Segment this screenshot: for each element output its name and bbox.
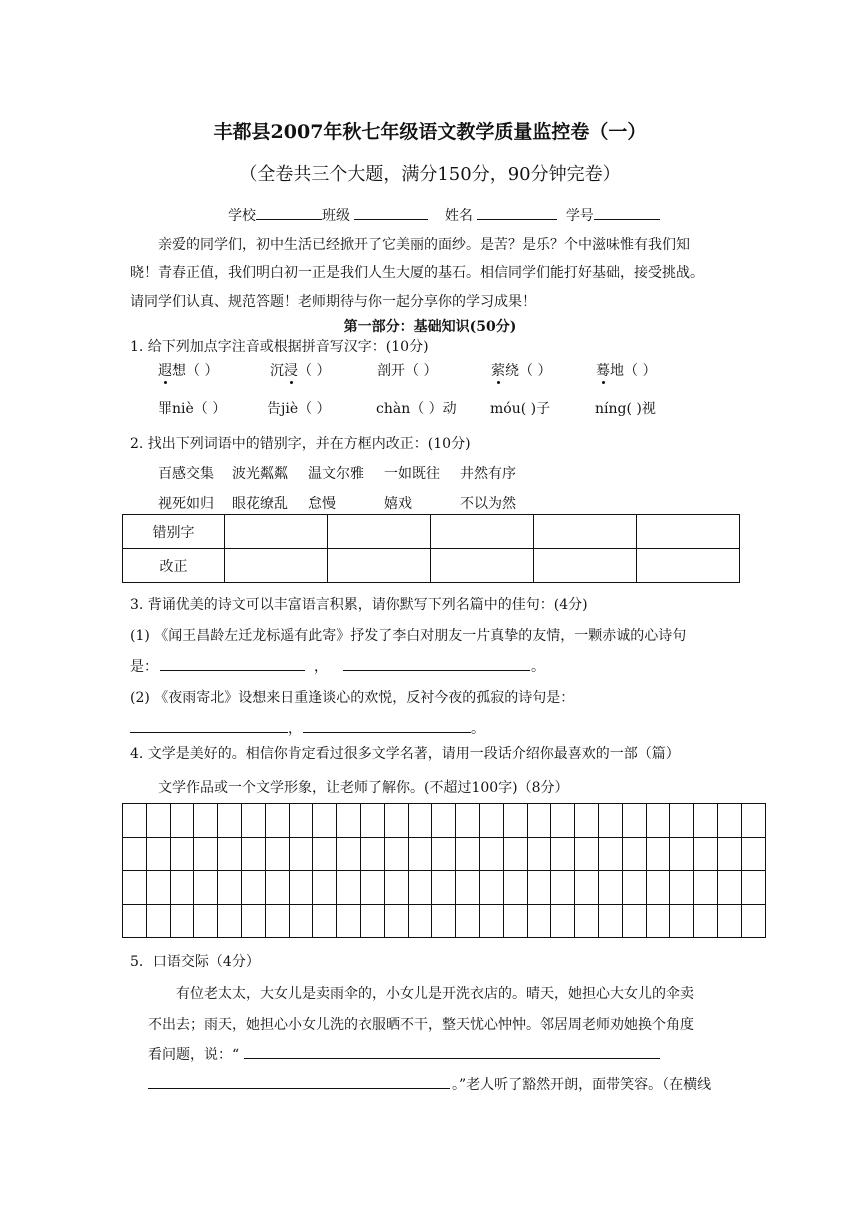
grid-cell[interactable] [313, 837, 337, 871]
grid-cell[interactable] [479, 804, 503, 838]
q2-word: 温文尔雅 [308, 466, 364, 482]
comma: ， [288, 721, 302, 737]
table-label: 改正 [123, 549, 225, 583]
grid-cell[interactable] [360, 871, 384, 905]
period: 。 [531, 659, 545, 675]
table-row [123, 549, 740, 583]
grid-cell[interactable] [646, 904, 670, 938]
grid-cell[interactable] [265, 804, 289, 838]
grid-cell[interactable] [218, 804, 242, 838]
grid-cell[interactable] [289, 837, 313, 871]
grid-cell[interactable] [527, 904, 551, 938]
answer-line[interactable] [343, 670, 530, 671]
q1-item-3: 剖开（ ） [377, 363, 438, 379]
grid-cell[interactable] [123, 904, 147, 938]
grid-cell[interactable] [384, 871, 408, 905]
intro-line-2: 晓！青春正值，我们明白初一正是我们人生大厦的基石。相信同学们能打好基础，接受挑战。 [130, 265, 704, 281]
grid-cell[interactable] [456, 871, 480, 905]
table-label: 错别字 [123, 515, 225, 549]
grid-cell[interactable] [432, 904, 456, 938]
number-field[interactable] [594, 205, 660, 220]
grid-cell[interactable] [622, 904, 646, 938]
q1-prompt: 1. 给下列加点字注音或根据拼音写汉字：(10分) [130, 339, 429, 355]
grid-row [123, 904, 766, 938]
name-label: 姓名 [444, 208, 473, 224]
grid-cell[interactable] [741, 871, 765, 905]
grid-cell[interactable] [408, 871, 432, 905]
grid-cell[interactable] [622, 871, 646, 905]
grid-cell[interactable] [123, 837, 147, 871]
answer-line[interactable] [130, 732, 288, 733]
grid-cell[interactable] [146, 871, 170, 905]
grid-cell[interactable] [598, 871, 622, 905]
q2-word: 怠慢 [308, 496, 336, 512]
q1-pinyin-2: 告jiè（ ） [267, 401, 331, 417]
grid-cell[interactable] [265, 904, 289, 938]
grid-cell[interactable] [170, 904, 194, 938]
grid-cell[interactable] [170, 871, 194, 905]
q1-item-4: 萦绕（ ） [491, 363, 552, 379]
grid-cell[interactable] [289, 804, 313, 838]
grid-cell[interactable] [622, 804, 646, 838]
grid-cell[interactable] [194, 837, 218, 871]
q1-pinyin-1: 罪niè（ ） [158, 401, 227, 417]
grid-cell[interactable] [123, 871, 147, 905]
q3-prompt: 3. 背诵优美的诗文可以丰富语言积累，请你默写下列名篇中的佳句：(4分) [130, 597, 588, 613]
page-title: 丰都县2007年秋七年级语文教学质量监控卷（一） [213, 121, 647, 143]
grid-cell[interactable] [503, 871, 527, 905]
name-field[interactable] [477, 205, 557, 220]
q5-para-line-2: 不出去；雨天，她担心小女儿洗的衣服晒不干，整天忧心忡忡。邻居周老师劝她换个角度 [148, 1017, 694, 1033]
grid-cell[interactable] [123, 804, 147, 838]
grid-cell[interactable] [337, 837, 361, 871]
grid-cell[interactable] [503, 804, 527, 838]
grid-cell[interactable] [575, 871, 599, 905]
school-field[interactable] [256, 205, 322, 220]
grid-cell[interactable] [337, 871, 361, 905]
grid-cell[interactable] [289, 871, 313, 905]
answer-cell[interactable] [328, 515, 431, 549]
grid-cell[interactable] [289, 904, 313, 938]
grid-cell[interactable] [265, 871, 289, 905]
grid-cell[interactable] [527, 804, 551, 838]
grid-cell[interactable] [479, 837, 503, 871]
grid-cell[interactable] [456, 904, 480, 938]
q1-pinyin-3: chàn（ ）动 [376, 401, 457, 417]
grid-cell[interactable] [241, 837, 265, 871]
answer-cell[interactable] [431, 549, 534, 583]
grid-cell[interactable] [503, 837, 527, 871]
answer-line[interactable] [148, 1088, 450, 1089]
correction-table [122, 514, 740, 583]
grid-cell[interactable] [717, 904, 741, 938]
q2-word: 井然有序 [460, 466, 516, 482]
grid-cell[interactable] [694, 837, 718, 871]
grid-cell[interactable] [598, 904, 622, 938]
grid-cell[interactable] [265, 837, 289, 871]
grid-cell[interactable] [694, 904, 718, 938]
grid-cell[interactable] [527, 871, 551, 905]
intro-line-3: 请同学们认真、规范答题！老师期待与你一起分享你的学习成果！ [130, 294, 536, 310]
answer-cell[interactable] [225, 549, 328, 583]
q2-word: 嬉戏 [384, 496, 412, 512]
answer-cell[interactable] [431, 515, 534, 549]
grid-cell[interactable] [622, 837, 646, 871]
grid-cell[interactable] [456, 804, 480, 838]
q2-word: 百感交集 [158, 466, 214, 482]
class-label: 班级 [322, 208, 350, 224]
grid-cell[interactable] [717, 871, 741, 905]
answer-cell[interactable] [328, 549, 431, 583]
grid-cell[interactable] [384, 904, 408, 938]
writing-grid[interactable] [122, 803, 766, 938]
grid-cell[interactable] [194, 904, 218, 938]
grid-cell[interactable] [241, 804, 265, 838]
grid-cell[interactable] [408, 804, 432, 838]
q1-pinyin-4: móu( )子 [490, 401, 551, 417]
grid-cell[interactable] [170, 804, 194, 838]
grid-cell[interactable] [432, 804, 456, 838]
q2-word: 不以为然 [460, 496, 516, 512]
grid-cell[interactable] [384, 837, 408, 871]
grid-cell[interactable] [146, 904, 170, 938]
grid-cell[interactable] [384, 804, 408, 838]
grid-cell[interactable] [146, 837, 170, 871]
grid-cell[interactable] [360, 904, 384, 938]
number-label: 学号 [565, 208, 594, 224]
answer-cell[interactable] [637, 515, 740, 549]
q2-word: 波光粼粼 [232, 466, 288, 482]
grid-cell[interactable] [218, 871, 242, 905]
answer-line[interactable] [303, 732, 471, 733]
grid-cell[interactable] [408, 904, 432, 938]
grid-cell[interactable] [670, 837, 694, 871]
grid-cell[interactable] [360, 804, 384, 838]
grid-cell[interactable] [694, 871, 718, 905]
answer-cell[interactable] [637, 549, 740, 583]
grid-cell[interactable] [337, 904, 361, 938]
grid-cell[interactable] [646, 804, 670, 838]
dotted-char: 浸 [284, 363, 298, 379]
grid-cell[interactable] [313, 804, 337, 838]
grid-cell[interactable] [241, 904, 265, 938]
q1-item-2: 沉浸（ ） [270, 363, 331, 379]
grid-cell[interactable] [146, 804, 170, 838]
grid-cell[interactable] [670, 804, 694, 838]
grid-cell[interactable] [598, 804, 622, 838]
grid-cell[interactable] [479, 871, 503, 905]
grid-cell[interactable] [479, 904, 503, 938]
grid-cell[interactable] [313, 871, 337, 905]
q5-para-line-1: 有位老太太，大女儿是卖雨伞的，小女儿是开洗衣店的。晴天，她担心大女儿的伞卖 [176, 986, 694, 1002]
grid-cell[interactable] [551, 804, 575, 838]
grid-cell[interactable] [218, 837, 242, 871]
grid-cell[interactable] [646, 837, 670, 871]
grid-cell[interactable] [741, 837, 765, 871]
q1-pinyin-5: níng( )视 [595, 401, 656, 417]
grid-cell[interactable] [503, 904, 527, 938]
q5-para-line-3: 看问题，说：“ [148, 1047, 240, 1063]
grid-cell[interactable] [218, 904, 242, 938]
grid-cell[interactable] [670, 871, 694, 905]
q3-answer-prefix: 是： [130, 659, 158, 675]
dotted-char: 遐 [158, 363, 172, 379]
answer-cell[interactable] [225, 515, 328, 549]
page-subtitle: （全卷共三个大题，满分150分，90分钟完卷） [239, 164, 621, 185]
grid-cell[interactable] [741, 904, 765, 938]
q3-item-1: (1) 《闻王昌龄左迁龙标遥有此寄》抒发了李白对朋友一片真挚的友情，一颗赤诚的心诗句 [130, 628, 687, 644]
intro-line-1: 亲爱的同学们，初中生活已经掀开了它美丽的面纱。是苦？是乐？个中滋味惟有我们知 [158, 237, 690, 253]
grid-cell[interactable] [170, 837, 194, 871]
grid-cell[interactable] [598, 837, 622, 871]
q3-item-2: (2) 《夜雨寄北》设想来日重逢谈心的欢悦，反衬今夜的孤寂的诗句是： [130, 690, 575, 706]
q4-prompt-cont: 文学作品或一个文学形象，让老师了解你。(不超过100字)（8分） [158, 780, 569, 796]
q1-item-5: 蓦地（ ） [596, 363, 657, 379]
answer-line[interactable] [244, 1058, 660, 1059]
grid-cell[interactable] [717, 804, 741, 838]
grid-cell[interactable] [313, 904, 337, 938]
grid-cell[interactable] [575, 804, 599, 838]
grid-cell[interactable] [432, 871, 456, 905]
grid-cell[interactable] [456, 837, 480, 871]
table-row [123, 515, 740, 549]
dotted-char: 蓦 [596, 363, 610, 379]
grid-cell[interactable] [551, 837, 575, 871]
dotted-char: 萦 [491, 363, 505, 379]
grid-cell[interactable] [194, 871, 218, 905]
grid-cell[interactable] [194, 804, 218, 838]
grid-row [123, 837, 766, 871]
grid-cell[interactable] [241, 871, 265, 905]
q2-word: 眼花缭乱 [232, 496, 288, 512]
grid-cell[interactable] [575, 837, 599, 871]
q5-prompt: 5．口语交际（4分） [130, 954, 260, 970]
grid-cell[interactable] [741, 804, 765, 838]
grid-row [123, 871, 766, 905]
grid-cell[interactable] [694, 804, 718, 838]
grid-cell[interactable] [717, 837, 741, 871]
class-field[interactable] [354, 205, 428, 220]
period: 。 [471, 721, 485, 737]
grid-cell[interactable] [646, 871, 670, 905]
grid-cell[interactable] [527, 837, 551, 871]
grid-cell[interactable] [551, 904, 575, 938]
grid-cell[interactable] [432, 837, 456, 871]
grid-cell[interactable] [337, 804, 361, 838]
grid-cell[interactable] [670, 904, 694, 938]
part1-heading: 第一部分：基础知识(50分) [343, 319, 517, 335]
q2-word: 视死如归 [158, 496, 214, 512]
grid-cell[interactable] [575, 904, 599, 938]
q5-para-line-4: 。”老人听了豁然开朗，面带笑容。（在横线 [452, 1077, 712, 1093]
student-info-row [228, 205, 660, 225]
school-label: 学校 [228, 208, 256, 224]
q4-prompt: 4. 文学是美好的。相信你肯定看过很多文学名著，请用一段话介绍你最喜欢的一部（篇） [130, 746, 680, 762]
grid-cell[interactable] [408, 837, 432, 871]
grid-cell[interactable] [360, 837, 384, 871]
grid-row [123, 804, 766, 838]
q1-item-1: 遐想（ ） [158, 363, 219, 379]
answer-cell[interactable] [534, 515, 637, 549]
answer-cell[interactable] [534, 549, 637, 583]
answer-line[interactable] [160, 670, 305, 671]
comma: ， [314, 659, 328, 675]
grid-cell[interactable] [551, 871, 575, 905]
q2-word: 一如既往 [384, 466, 440, 482]
q2-prompt: 2. 找出下列词语中的错别字，并在方框内改正：(10分) [130, 436, 471, 452]
